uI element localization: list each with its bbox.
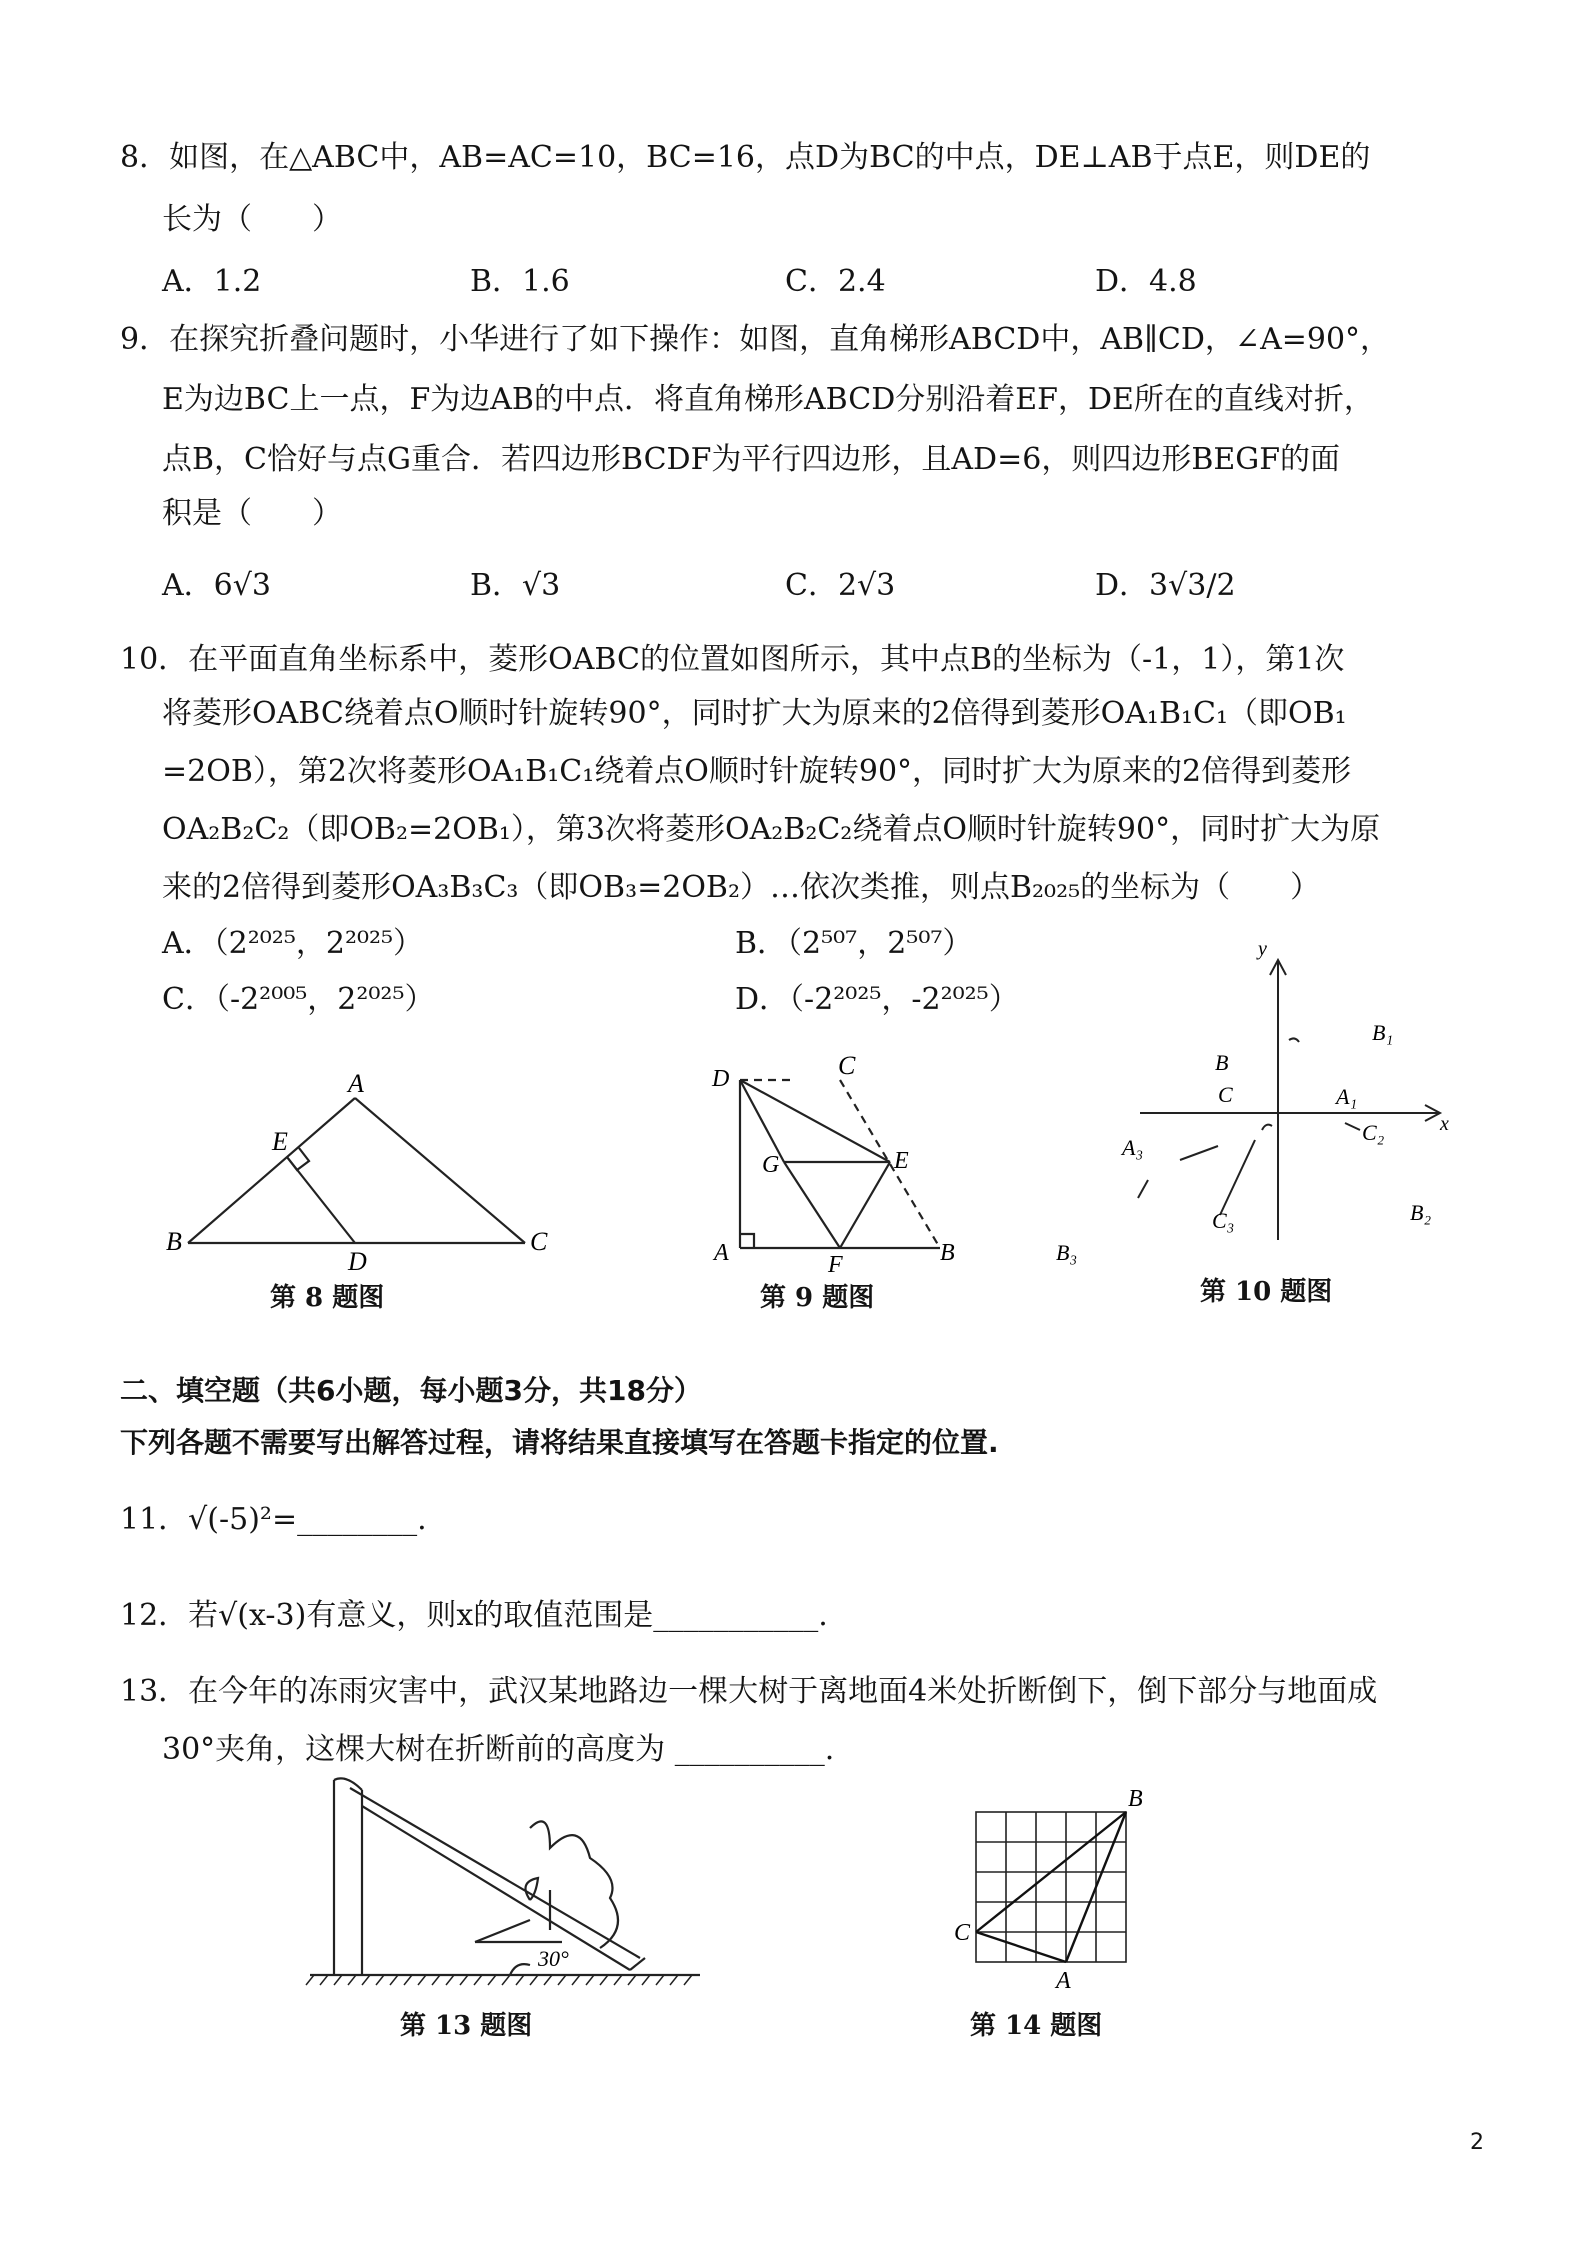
q10-line3: =2OB），第2次将菱形OA₁B₁C₁绕着点O顺时针旋转90°，同时扩大为原来的2倍得到菱形 <box>162 754 1352 789</box>
q12-text: 12．若√(x-3)有意义，则x的取值范围是___________. <box>120 1598 828 1633</box>
figure-8 <box>150 1069 570 1276</box>
fig8-label-c: C <box>530 1227 548 1256</box>
q9-line3: 点B，C恰好与点G重合．若四边形BCDF为平行四边形，且AD=6，则四边形BEGF的面 <box>162 442 1341 477</box>
q13-line2: 30°夹角，这棵大树在折断前的高度为 __________. <box>162 1732 835 1767</box>
fig10-label-c2: C₂ <box>1362 1120 1385 1145</box>
fig10-label-y: y <box>1258 938 1267 960</box>
section2-instruction: 下列各题不需要写出解答过程，请将结果直接填写在答题卡指定的位置. <box>120 1426 999 1459</box>
fig10-label-c: C <box>1218 1082 1233 1107</box>
fig10-label-b1: B₁ <box>1372 1020 1394 1045</box>
q9-line2: E为边BC上一点，F为边AB的中点．将直角梯形ABCD分别沿着EF，DE所在的直线对折， <box>162 382 1374 417</box>
fig9-label-c: C <box>838 1051 856 1080</box>
fig8-label-e: E <box>272 1127 288 1156</box>
fig10-label-a1: A₁ <box>1336 1084 1358 1109</box>
fig10-label-x: x <box>1440 1113 1449 1135</box>
figure-13 <box>300 1770 710 2010</box>
fig9-caption: 第 9 题图 <box>760 1283 875 1313</box>
q10-line1: 10．在平面直角坐标系中，菱形OABC的位置如图所示，其中点B的坐标为（-1，1），第1次 <box>120 642 1345 677</box>
q9-line4: 积是（ ） <box>162 496 342 531</box>
fig9-label-e: E <box>894 1148 909 1174</box>
q10-line2: 将菱形OABC绕着点O顺时针旋转90°，同时扩大为原来的2倍得到菱形OA₁B₁C₁（即OB₁ <box>162 696 1347 731</box>
q10-line5: 来的2倍得到菱形OA₃B₃C₃（即OB₃=2OB₂）…依次类推，则点B₂₀₂₅的坐标为（ ） <box>162 870 1321 905</box>
q8-option-c: C．2.4 <box>785 264 886 299</box>
q11-text: 11．√(-5)²=________. <box>120 1502 427 1537</box>
fig14-label-b: B <box>1128 1786 1143 1812</box>
fig10-label-b: B <box>1215 1050 1229 1075</box>
fig9-label-b: B <box>940 1240 955 1266</box>
figure-9 <box>700 1050 980 1278</box>
q9-option-c: C．2√3 <box>785 568 896 603</box>
fig14-label-a: A <box>1056 1968 1071 1994</box>
q8-line1: 8．如图，在△ABC中，AB=AC=10，BC=16，点D为BC的中点，DE⊥AB于点E，则DE的 <box>120 140 1371 175</box>
q9-line1: 9．在探究折叠问题时，小华进行了如下操作：如图，直角梯形ABCD中，AB∥CD，∠A=90°， <box>120 322 1391 357</box>
section2-title: 二、填空题（共6小题，每小题3分，共18分） <box>120 1374 702 1407</box>
q10-line4: OA₂B₂C₂（即OB₂=2OB₁），第3次将菱形OA₂B₂C₂绕着点O顺时针旋转90°，同时扩大为原 <box>162 812 1381 847</box>
fig13-caption: 第 13 题图 <box>400 2011 533 2041</box>
fig10-label-c3: C₃ <box>1212 1208 1235 1233</box>
q10-option-c: C．（-2²⁰⁰⁵，2²⁰²⁵） <box>162 982 435 1017</box>
q9-option-b: B．√3 <box>470 568 561 603</box>
fig13-angle-label: 30° <box>538 1946 569 1971</box>
figure-14 <box>940 1780 1160 2000</box>
q8-line2: 长为（ ） <box>162 202 342 237</box>
fig10-label-a3: A₃ <box>1122 1135 1144 1160</box>
fig10-label-b2: B₂ <box>1410 1200 1432 1225</box>
fig8-label-d: D <box>348 1247 367 1276</box>
fig10-caption: 第 10 题图 <box>1200 1277 1333 1307</box>
fig9-label-a: A <box>714 1240 729 1266</box>
fig14-caption: 第 14 题图 <box>970 2011 1103 2041</box>
fig9-label-f: F <box>828 1252 843 1278</box>
q10-option-b: B．（2⁵⁰⁷，2⁵⁰⁷） <box>735 926 973 961</box>
q8-option-a: A．1.2 <box>162 264 262 299</box>
figure-10 <box>1040 940 1460 1270</box>
q8-option-b: B．1.6 <box>470 264 570 299</box>
q9-option-a: A．6√3 <box>162 568 271 603</box>
q13-line1: 13．在今年的冻雨灾害中，武汉某地路边一棵大树于离地面4米处折断倒下，倒下部分与地面成 <box>120 1674 1378 1709</box>
fig10-label-b3: B₃ <box>1056 1240 1078 1265</box>
fig8-caption: 第 8 题图 <box>270 1283 385 1313</box>
fig8-label-b: B <box>166 1227 182 1256</box>
q8-option-d: D．4.8 <box>1095 264 1197 299</box>
fig14-label-c: C <box>954 1920 971 1946</box>
q10-option-d: D．（-2²⁰²⁵，-2²⁰²⁵） <box>735 982 1019 1017</box>
q9-option-d: D．3√3/2 <box>1095 568 1236 603</box>
fig8-label-a: A <box>348 1069 364 1098</box>
fig9-label-g: G <box>762 1152 780 1178</box>
fig9-label-d: D <box>712 1066 730 1092</box>
q10-option-a: A．（2²⁰²⁵，2²⁰²⁵） <box>162 926 424 961</box>
page-number: 2 <box>1470 2130 1484 2155</box>
